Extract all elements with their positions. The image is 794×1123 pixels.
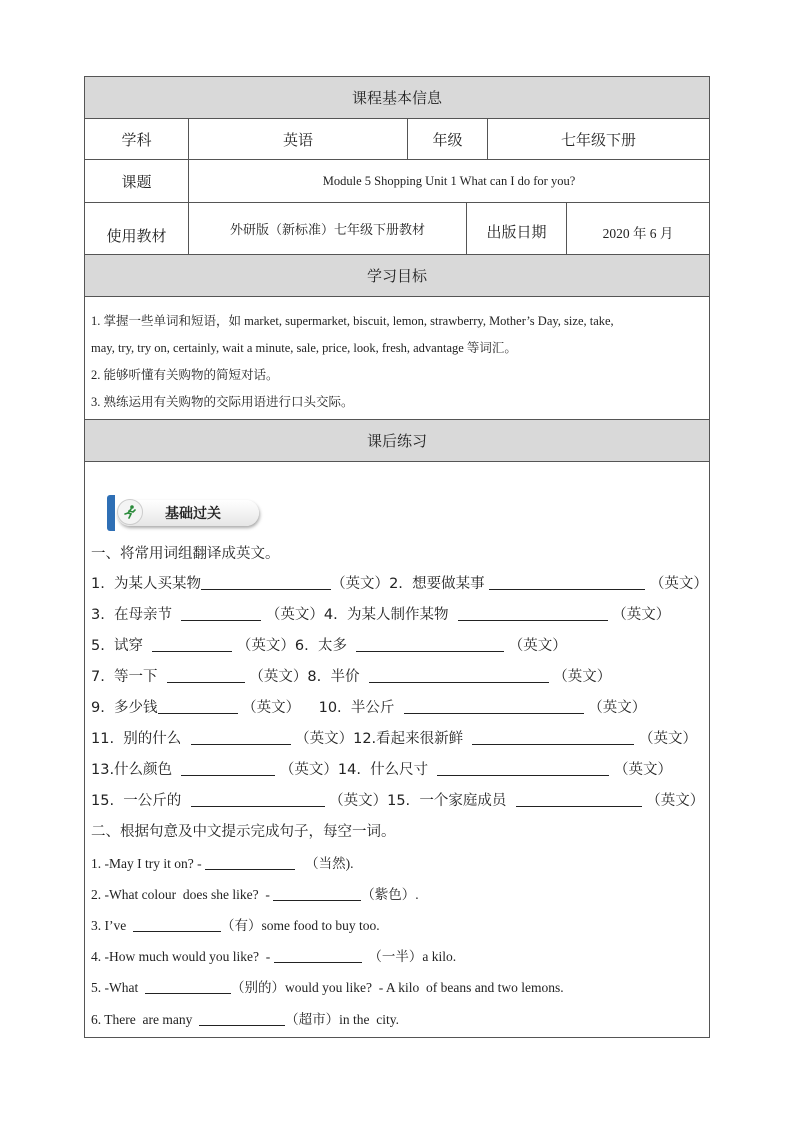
en-tag: （英文）: [279, 762, 338, 778]
answer-blank[interactable]: [133, 917, 221, 932]
badge-label: 基础过关: [165, 506, 221, 522]
vocab-prompt: 15. 一个家庭成员: [387, 793, 507, 809]
pubdate-value: 2020 年 6 月: [602, 225, 674, 241]
en-tag: （英文）: [295, 731, 354, 747]
vocab-row: [91, 603, 670, 624]
vocab-prompt: 12.看起来很新鲜: [353, 731, 464, 747]
en-tag: （英文）: [236, 638, 295, 654]
vocab-prompt: 15. 一公斤的: [91, 793, 182, 809]
section1-title: 一、将常用词组翻译成英文。: [91, 546, 280, 562]
vocab-prompt: 8. 半价: [307, 669, 360, 685]
hint-text: （紫色）: [361, 887, 416, 902]
topic-row: [85, 160, 709, 203]
subject-value: 英语: [189, 119, 408, 159]
vocab-prompt: 5. 试穿: [91, 638, 144, 654]
grade-label: 年级: [408, 119, 488, 159]
vocab-prompt: 3. 在母亲节: [91, 607, 173, 623]
sentence-text: 5. -What: [91, 980, 139, 995]
runner-icon-glyph: [122, 504, 138, 520]
en-tag: （英文）: [331, 576, 390, 592]
en-tag: （英文）: [588, 700, 647, 716]
sentence-text: 6. There are many: [91, 1012, 193, 1027]
sentence-text: .: [415, 887, 419, 902]
vocab-row: [91, 572, 708, 593]
answer-blank[interactable]: [181, 606, 261, 621]
hint-text: （别的）: [230, 980, 285, 995]
textbook-label: 使用教材: [85, 203, 189, 254]
en-tag: （英文）: [614, 762, 672, 778]
textbook-row: [85, 203, 709, 255]
section2-title: 二、根据句意及中文提示完成句子，每空一词。: [91, 824, 396, 840]
en-tag: （英文）: [508, 638, 567, 654]
en-tag: （英文）: [242, 700, 301, 716]
course-info-title: 课程基本信息: [351, 89, 442, 107]
vocab-row: [91, 665, 611, 686]
goals-title: 学习目标: [366, 267, 427, 285]
answer-blank[interactable]: [404, 699, 584, 714]
homework-body: [85, 462, 709, 1038]
answer-blank[interactable]: [145, 979, 231, 994]
vocab-prompt: 2. 想要做某事: [389, 576, 485, 592]
answer-blank[interactable]: [437, 761, 609, 776]
sentence-text: would you like? - A kilo of beans and two lemons.: [284, 980, 564, 995]
grade-value: 七年级下册: [560, 130, 636, 149]
course-info-header: [85, 77, 709, 119]
sentence-text: in the city.: [339, 1012, 399, 1027]
vocab-row: [91, 727, 697, 748]
answer-blank[interactable]: [191, 792, 325, 807]
vocab-prompt: 11. 别的什么: [91, 731, 182, 747]
hint-text: （超市）: [285, 1012, 340, 1027]
answer-blank[interactable]: [201, 575, 331, 590]
sentence-row: [91, 976, 564, 996]
sentence-row: [91, 945, 456, 965]
homework-title: 课后练习: [366, 432, 427, 450]
answer-blank[interactable]: [191, 730, 291, 745]
vocab-row: [91, 696, 646, 717]
vocab-row: [91, 789, 704, 810]
goal-line: 1. 掌握一些单词和短语，如 market, supermarket, biscuit, lemon, strawberry, Mother’s Day, size, take,: [91, 314, 614, 328]
badge-accent: [107, 495, 115, 531]
homework-header: [85, 420, 709, 462]
answer-blank[interactable]: [516, 792, 642, 807]
goals-body: [85, 297, 709, 420]
answer-blank[interactable]: [158, 699, 238, 714]
en-tag: （英文）: [646, 793, 705, 809]
runner-icon: [117, 499, 143, 525]
goals-header: [85, 255, 709, 297]
vocab-row: [91, 634, 567, 655]
answer-blank[interactable]: [273, 886, 361, 901]
sentence-text: a kilo.: [422, 949, 457, 964]
sentence-text: 2. -What colour does she like? -: [91, 887, 270, 902]
sentence-text: 1. -May I try it on? -: [91, 856, 202, 871]
goal-line: 2. 能够听懂有关购物的简短对话。: [91, 368, 279, 382]
vocab-prompt: 13.什么颜色: [91, 762, 173, 778]
answer-blank[interactable]: [199, 1011, 285, 1026]
vocab-prompt: 9. 多少钱: [91, 700, 158, 716]
topic-label: 课题: [85, 160, 189, 202]
vocab-prompt: 1. 为某人买某物: [91, 576, 202, 592]
en-tag: （英文）: [612, 607, 671, 623]
answer-blank[interactable]: [356, 637, 504, 652]
sentence-row: [91, 883, 419, 903]
en-tag: （英文）: [639, 731, 697, 747]
answer-blank[interactable]: [369, 668, 549, 683]
answer-blank[interactable]: [152, 637, 232, 652]
sentence-text: some food to buy too.: [261, 918, 380, 933]
pubdate-label: 出版日期: [467, 203, 567, 254]
vocab-prompt: 4. 为某人制作某物: [323, 607, 449, 623]
vocab-row: [91, 758, 672, 779]
goal-line: 3. 熟练运用有关购物的交际用语进行口头交际。: [91, 395, 354, 409]
vocab-prompt: 6. 太多: [294, 638, 347, 654]
en-tag: （英文）: [329, 793, 388, 809]
hint-text: （一半）: [368, 949, 423, 964]
vocab-prompt: 10. 半公斤: [318, 700, 395, 716]
answer-blank[interactable]: [181, 761, 275, 776]
answer-blank[interactable]: [274, 948, 362, 963]
subject-row: [85, 119, 709, 160]
sentence-text: 4. -How much would you like? -: [91, 949, 271, 964]
lesson-sheet: [84, 76, 710, 1038]
en-tag: （英文）: [265, 607, 324, 623]
en-tag: （英文）: [649, 576, 708, 592]
sentence-row: [91, 852, 353, 872]
sentence-row: [91, 914, 380, 934]
section-badge: [107, 495, 259, 531]
answer-blank[interactable]: [167, 668, 245, 683]
answer-blank[interactable]: [472, 730, 634, 745]
answer-blank[interactable]: [205, 855, 295, 870]
en-tag: （英文）: [249, 669, 308, 685]
hint-text: （当然): [305, 856, 351, 871]
vocab-prompt: 7. 等一下: [91, 669, 158, 685]
goal-line: may, try, try on, certainly, wait a minute, sale, price, look, fresh, advantage 等词汇。: [91, 341, 517, 355]
topic-value: Module 5 Shopping Unit 1 What can I do for you?: [322, 173, 576, 188]
answer-blank[interactable]: [489, 575, 645, 590]
answer-blank[interactable]: [458, 606, 608, 621]
textbook-value: 外研版（新标准）七年级下册教材: [189, 203, 467, 254]
vocab-prompt: 14. 什么尺寸: [337, 762, 429, 778]
hint-text: （有）: [220, 918, 262, 933]
subject-label: 学科: [85, 119, 189, 159]
sentence-text: .: [350, 856, 354, 871]
sentence-row: [91, 1008, 399, 1028]
en-tag: （英文）: [553, 669, 612, 685]
sentence-text: 3. I’ve: [91, 918, 127, 933]
